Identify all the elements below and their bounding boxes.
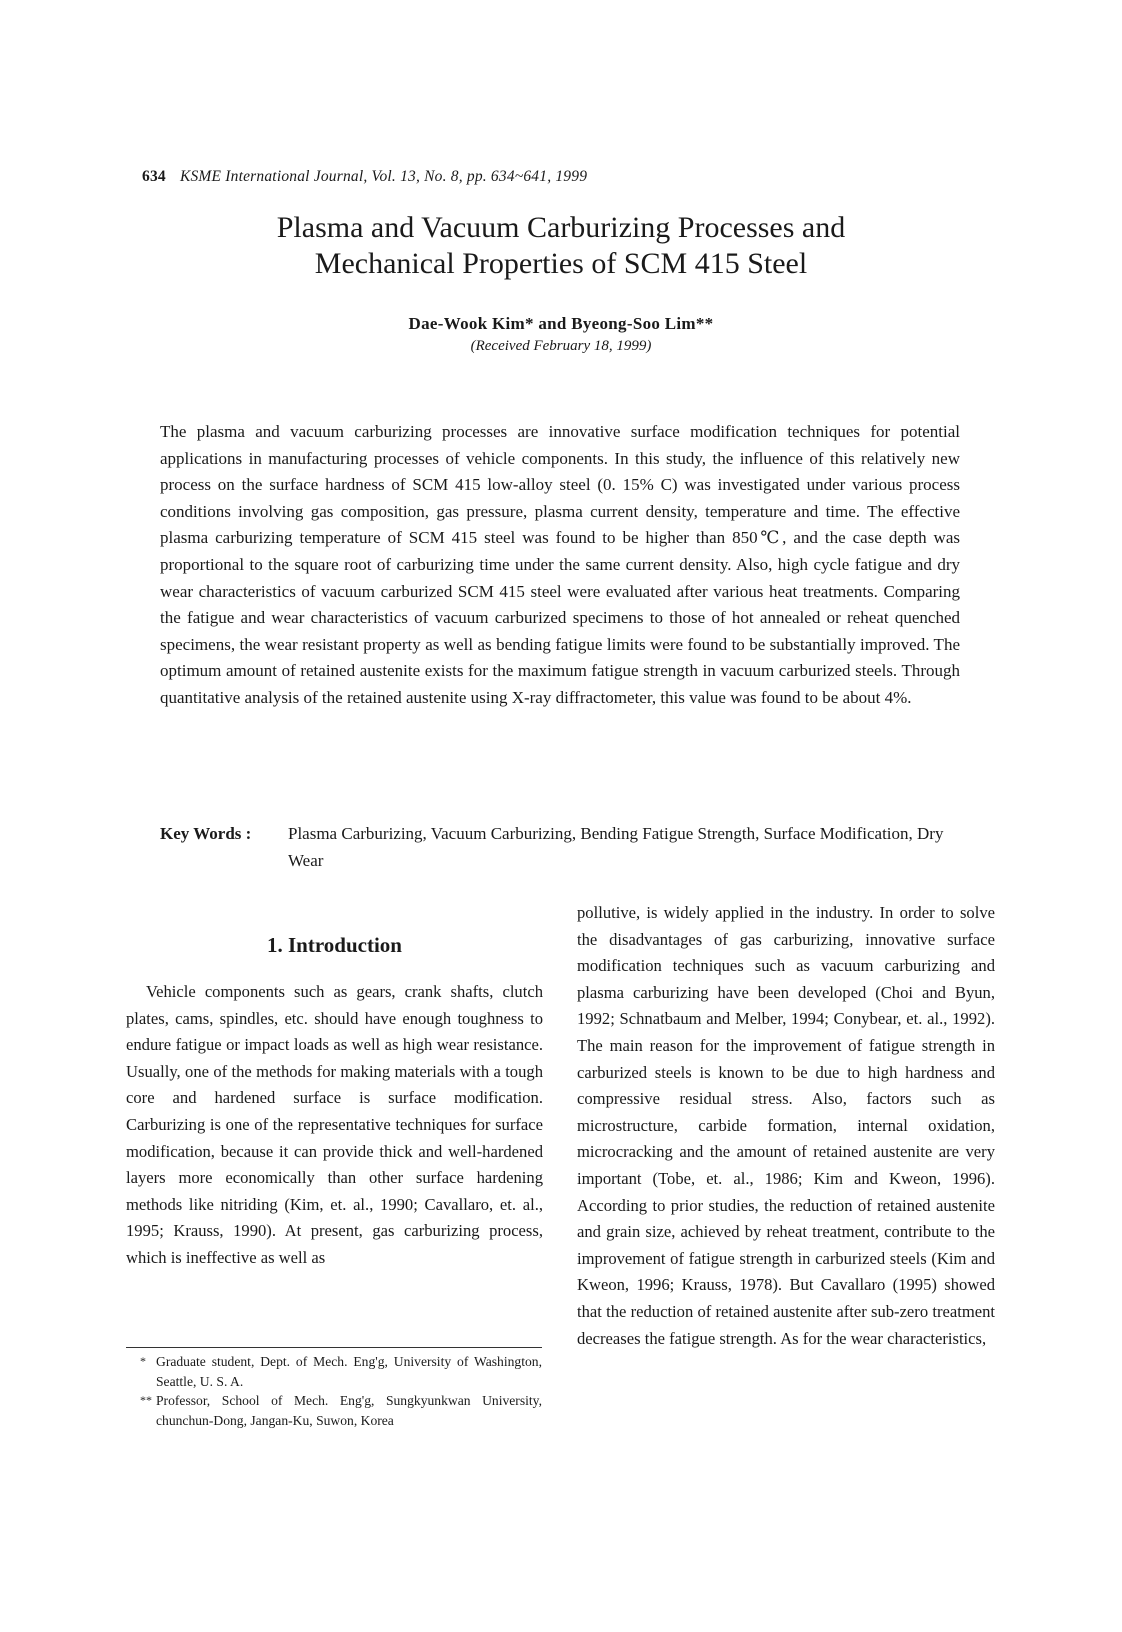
journal-citation: KSME International Journal, Vol. 13, No. 8, pp. 634~641, 1999 xyxy=(179,168,588,185)
section-heading-introduction: 1. Introduction xyxy=(267,933,402,957)
page-number: 634 xyxy=(142,168,166,185)
footnotes xyxy=(140,1352,542,1430)
running-head xyxy=(142,168,587,186)
left-column xyxy=(126,931,543,1272)
footnote-divider xyxy=(126,1347,542,1348)
paper-title xyxy=(150,210,972,282)
keywords xyxy=(160,820,960,874)
footnote-mark: * xyxy=(140,1354,146,1368)
title-line-2: Mechanical Properties of SCM 415 Steel xyxy=(314,247,808,280)
received-date: (Received February 18, 1999) xyxy=(470,338,652,354)
title-line-1: Plasma and Vacuum Carburizing Processes and xyxy=(276,211,846,244)
introduction-paragraph-right: pollutive, is widely applied in the industry. In order to solve the disadvantages of gas carburizing, innovative surface modification techniques such as vacuum carburizing and plasma carburizing have been developed (Choi and Byun, 1992; Schnatbaum and Melber, 1994; Conybear, et. al., 1992). The main reason for the improvement of fatigue strength in carburized steels is known to be due to high hardness and compressive residual stress. Also, factors such as microstructure, carbide formation, internal oxidation, microcracking and the amount of retained austenite are very important (Tobe, et. al., 1986; Kim and Kweon, 1996). According to prior studies, the reduction of retained austenite and grain size, achieved by reheat treatment, contribute to the improvement of fatigue strength in carburized steels (Kim and Kweon, 1996; Krauss, 1978). But Cavallaro (1995) showed that the reduction of retained austenite after sub-zero treatment decreases the fatigue strength. As for the wear characteristics, xyxy=(577,903,995,1348)
authors: Dae-Wook Kim* and Byeong-Soo Lim** xyxy=(408,314,714,333)
keywords-text: Plasma Carburizing, Vacuum Carburizing, Bending Fatigue Strength, Surface Modification, Dry Wear xyxy=(288,824,944,870)
footnote xyxy=(140,1391,542,1430)
right-column xyxy=(577,900,995,1352)
footnote-mark: ** xyxy=(140,1393,152,1407)
footnote-text: Professor, School of Mech. Eng'g, Sungkyunkwan University, chunchun-Dong, Jangan-Ku, Suwon, Korea xyxy=(156,1393,542,1428)
footnote xyxy=(140,1352,542,1391)
abstract: The plasma and vacuum carburizing processes are innovative surface modification techniques for potential applications in manufacturing processes of vehicle components. In this study, the influence of this relatively new process on the surface hardness of SCM 415 low-alloy steel (0. 15% C) was investigated under various process conditions involving gas composition, gas pressure, plasma current density, temperature and time. The effective plasma carburizing temperature of SCM 415 steel was found to be higher than 850℃, and the case depth was proportional to the square root of carburizing time under the same current density. Also, high cycle fatigue and dry wear characteristics of vacuum carburized SCM 415 steel were evaluated after various heat treatments. Comparing the fatigue and wear characteristics of vacuum carburized specimens to those of hot annealed or reheat quenched specimens, the wear resistant property as well as bending fatigue limits were found to be substantially improved. The optimum amount of retained austenite exists for the maximum fatigue strength in vacuum carburized steels. Through quantitative analysis of the retained austenite using X-ray diffractometer, this value was found to be about 4%. xyxy=(160,422,960,707)
keywords-label: Key Words : xyxy=(160,824,252,843)
footnote-text: Graduate student, Dept. of Mech. Eng'g, University of Washington, Seattle, U. S. A. xyxy=(156,1354,542,1389)
introduction-paragraph-left: Vehicle components such as gears, crank shafts, clutch plates, cams, spindles, etc. should have enough toughness to endure fatigue or impact loads as well as high wear resistance. Usually, one of the methods for making materials with a tough core and hardened surface is surface modification. Carburizing is one of the representative techniques for surface modification, because it can provide thick and well-hardened layers more economically than other surface hardening methods like nitriding (Kim, et. al., 1990; Cavallaro, et. al., 1995; Krauss, 1990). At present, gas carburizing process, which is ineffective as well as xyxy=(126,982,543,1267)
